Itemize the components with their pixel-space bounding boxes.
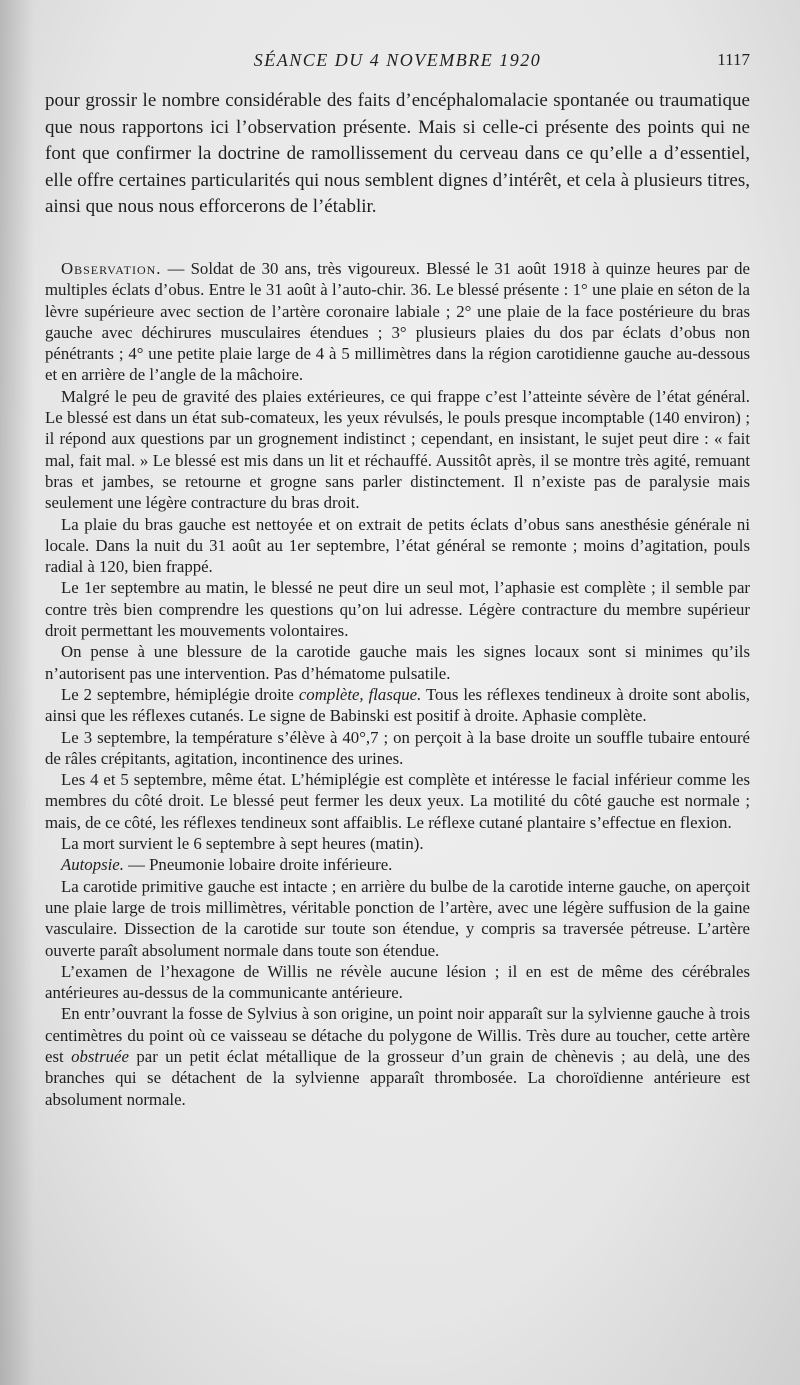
sylvian-emphasis: obstruée bbox=[71, 1046, 129, 1066]
sept-2-emphasis: complète, flasque. bbox=[298, 684, 422, 704]
paragraph-carotid-findings: La carotide primitive gauche est intacte ; en arrière du bulbe de la carotide interne gauche, on aperçoit une plaie large de trois millimètres, véritable ponction de l’artère, avec une légère suffusion de la gaine vasculaire. Dissection de la carotide sur toute son étendue, y compris sa traversée pétreuse. L’artère ouverte paraît absolument normale dans toute son étendue. bbox=[45, 876, 750, 960]
paragraph-sylvian-finding bbox=[45, 1003, 750, 1109]
paragraph-sept-3: Le 3 septembre, la température s’élève à 40°,7 ; on perçoit à la base droite un souffle tubaire entouré de râles crépitants, agitation, incontinence des urines. bbox=[45, 727, 750, 768]
sylvian-text-c: par un petit éclat métallique de la grosseur d’un grain de chènevis ; au delà, une des branches qui se détachent de la sylvienne apparaît thrombosée. La choroïdienne antérieure est absolument normale. bbox=[45, 1046, 750, 1109]
observation-paragraph bbox=[45, 258, 750, 386]
observation-body bbox=[45, 258, 750, 1110]
observation-label: Observation. bbox=[61, 259, 162, 278]
paragraph-death: La mort survient le 6 septembre à sept heures (matin). bbox=[61, 834, 424, 854]
binding-shadow bbox=[0, 0, 34, 1385]
running-header bbox=[45, 50, 750, 72]
autopsy-label: Autopsie. bbox=[61, 855, 124, 875]
paragraph-sept-4-5: Les 4 et 5 septembre, même état. L’hémiplégie est complète et intéresse le facial inférieur comme les membres du côté droit. Le blessé peut fermer les deux yeux. La motilité du côté gauche est normale ; mais, de ce côté, les réflexes tendineux sont affaiblis. Le réflexe cutané plantaire s’effectue en flexion. bbox=[45, 770, 750, 832]
sept-2-text-a: Le 2 septembre, hémiplégie droite bbox=[61, 684, 299, 704]
header-title: SÉANCE DU 4 NOVEMBRE 1920 bbox=[253, 50, 542, 70]
paragraph-autopsy bbox=[45, 854, 750, 875]
autopsy-text: — Pneumonie lobaire droite inférieure. bbox=[123, 855, 393, 875]
intro-paragraph-block bbox=[45, 88, 750, 221]
paragraph-sept-2 bbox=[45, 684, 750, 727]
paragraph-willis-hexagon: L’examen de l’hexagone de Willis ne révèle aucune lésion ; il en est de même des cérébrales antérieures au-dessus de la communicante antérieure. bbox=[45, 961, 750, 1003]
intro-paragraph: pour grossir le nombre considérable des faits d’encéphalomalacie spontanée ou traumatique que nous rapportons ici l’observation présente. Mais si celle-ci présente des points qui ne font que confirmer la doctrine de ramollissement du cerveau dans ce qu’elle a d’essentiel, elle offre certaines particularités qui nous semblent dignes d’intérêt, et cela à plusieurs titres, ainsi que nous nous efforcerons de l’établir. bbox=[45, 90, 750, 217]
observation-text: — Soldat de 30 ans, très vigoureux. Blessé le 31 août 1918 à quinze heures par de multiples éclats d’obus. Entre le 31 août à l’auto-chir. 36. Le blessé présente : 1° une plaie en séton de la lèvre supérieure avec section de l’artère coronaire labiale ; 2° une plaie de la face postérieure du bras gauche avec déchirures musculaires étendues ; 3° plusieurs plaies du dos par éclats d’obus non pénétrants ; 4° une petite plaie large de 4 à 5 millimètres dans la région carotidienne gauche au-dessous et en arrière de l’angle de la mâchoire. bbox=[45, 259, 750, 385]
sept-2-text-c: Tous les réflexes tendineux à droite sont abolis, ainsi que les réflexes cutanés. Le signe de Babinski est positif à droite. Aphasie complète. bbox=[45, 684, 750, 726]
sylvian-text-a: En entr’ouvrant la fosse de Sylvius à son origine, un point noir apparaît sur la sylvienne gauche à trois centimètres du point où ce vaisseau se détache du polygone de Willis. Très dure au toucher, cette artère est bbox=[45, 1004, 750, 1066]
page-number: 1117 bbox=[717, 50, 750, 69]
paragraph-carotid-hypothesis: On pense à une blessure de la carotide gauche mais les signes locaux sont si minimes qu’ils n’autorisent pas une intervention. Pas d’hématome pulsatile. bbox=[45, 642, 750, 683]
paragraph-sept-1: Le 1er septembre au matin, le blessé ne peut dire un seul mot, l’aphasie est complète ; il semble par contre très bien comprendre les questions qu’on lui adresse. Légère contracture du membre supérieur droit permettant les mouvements volontaires. bbox=[45, 578, 750, 641]
paragraph-arm-wound: La plaie du bras gauche est nettoyée et on extrait de petits éclats d’obus sans anesthésie générale ni locale. Dans la nuit du 31 août au 1er septembre, l’état général se remonte ; moins d’agitation, pouls radial à 120, bien frappé. bbox=[45, 514, 750, 577]
paragraph-general-state: Malgré le peu de gravité des plaies extérieures, ce qui frappe c’est l’atteinte sévère de l’état général. Le blessé est dans un état sub-comateux, les yeux révulsés, le pouls presque incomptable (140 environ) ; il répond aux questions par un grognement indistinct ; cependant, en insistant, le sujet peut dire : « fait mal, fait mal. » Le blessé est mis dans un lit et réchauffé. Aussitôt après, il se montre très agité, remuant bras et jambes, se retourne et grogne sans parler distinctement. Il n’existe pas de paralysie mais seulement une légère contracture du bras droit. bbox=[45, 386, 750, 513]
